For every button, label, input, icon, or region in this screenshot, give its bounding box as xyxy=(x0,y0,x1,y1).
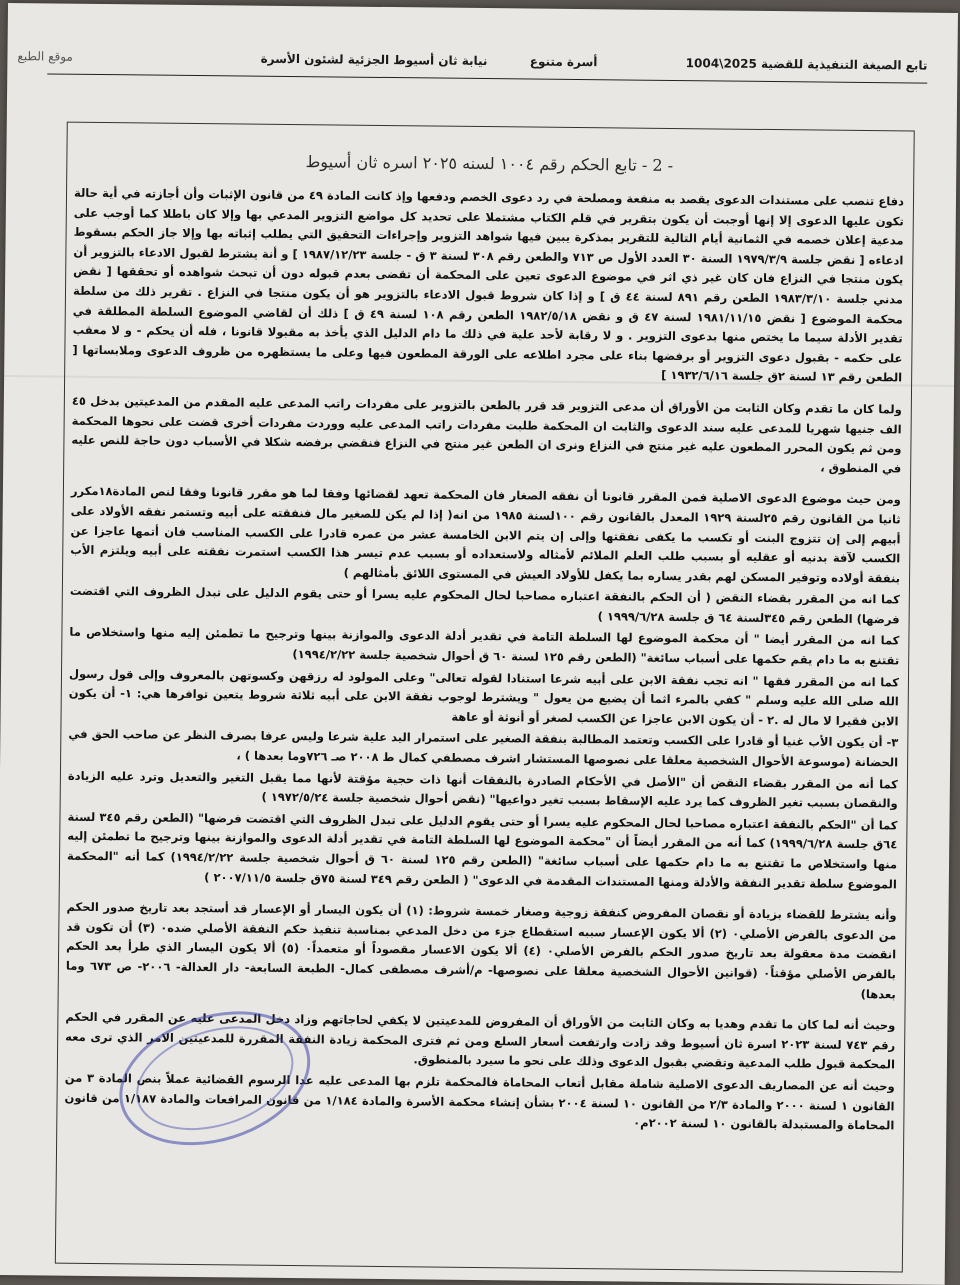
court-name: نيابة ثان أسيوط الجزئية لشئون الأسرة xyxy=(260,51,488,69)
document-page xyxy=(0,3,958,1285)
paragraph-ruling: وحيث أنه لما كان ما تقدم وهديا به وكان الثابت من الأوراق أن المفروض للمدعيتين لا يكفي لحاجاتهم وزاد دخل المدعى عليه عن المقرر في الحكم رقم ٧٤٣ لسنة ٢٠٢٣ اسرة ثان أسيوط وقد زادت وارتفعت أسعار السلع ومن ثم فترى المحكمة زيادة النفقة المقررة للمدعيتين الامر الذي ترى معه المحكمة قبول طلب المدعية وتقضي بقبول الدعوى وذلك على نحو ما سيرد بالمنطوق. xyxy=(65,1009,896,1072)
paragraph-cassation-2: كما أن "الحكم بالنفقة اعتباره مصاحبا لحال المحكوم عليه يسرا أو حتى يقوم الدليل على تبدل الظروف التي اقتضت فرضها" (الطعن رقم ٣٤٥ لسنة ٦٤ق جلسة ١٩٩٩/٦/٢٨) كما أنه من المقرر أيضاً أن "محكمة الموضوع لها السلطة التامة في تقدير أدلة الدعوى والموازنة بينها وترجيح ما تطمئن إليه منها واستخلاص ما تقتنع به ما دام حكمها على أسباب سائغة" (الطعن رقم ١٢٥ لسنة ٦٠ ق أحوال شخصية جلسة ١٩٩٤/٢/٢٢) كما أنه "المحكمة الموضوع سلطة تقدير النفقة والأدلة ومنها المستندات المقدمة في الدعوى" ( الطعن رقم ٣٤٩ لسنة ٧٥ق جلسة ٢٠٠٧/١١/٥ ) xyxy=(67,809,898,891)
paragraph-forgery-finding: ولما كان ما تقدم وكان الثابت من الأوراق أن مدعى التزوير قد قرر بالطعن بالتزوير على مفردات راتب المدعى عليه المقدم من المدعيتين بدخل ٤٥ الف جنيها شهريا للمدعى عليه سند الدعوى والثابت ان المحكمة طلبت مفردات راتب المدعى عليه ووردت مفردات أخرى قضت على نحوها المحكمة ومن ثم يكون المحرر المطعون عليه غير منتج في النزاع ونرى ان الطعن غير منتج في النزاع فنقضي برفضه شكلا في الأسباب دون حاجة للنص عليه في المنطوق ، xyxy=(71,393,902,476)
page-title: - 2 - تابع الحكم رقم ١٠٠٤ لسنه ٢٠٢٥ اسره ثان أسيوط xyxy=(305,152,674,175)
document-header xyxy=(17,45,928,94)
paragraph-cassation-1: كما انه من المقرر بقضاء النقض ( أن الحكم بالنفقة اعتباره مصاحبا لحال المحكوم عليه يسرا أو حتى يقوم الدليل على تبدل الظروف التي اقتضت فرضها) الطعن رقم ٣٤٥لسنة ٦٤ ق جلسة ١٩٩٩/٦/٢٨ ) xyxy=(69,583,900,627)
paragraph-condition-3: ٣- أن يكون الأب غنيا أو قادرا على الكسب وتعتمد المطالبة بنفقة الصغير على استمرار اليد علية شرعا وليس عرفا بصرف النظر عن صاحب الحق في الحضانة (موسوعة الأحوال الشخصية معلقا على نصوصها المستشار اشرف مصطفي كمال ط ٢٠٠٨ صـ ٧٢٦وما بعدها ) ، xyxy=(68,727,899,770)
side-note: موقع الطبع xyxy=(17,49,73,64)
header-rule xyxy=(47,73,927,83)
paragraph-five-conditions: وأنه يشترط للقضاء بزيادة أو نقصان المفروض كنفقة زوجية وصغار خمسة شروط: (١) أن يكون اليسار أو الإعسار قد أستجد بعد تاريخ صدور الحكم من الدعوى بالفرض الأصلي٠ (٢) ألا يكون الإعسار سببه استقطاع جزء من دخل المدعي بمناسبة تنفيذ حكم النفقة الأصلي ضده٠ (٣) أن تكون قد انقضت مدة معقولة بعد تاريخ صدور الحكم بالفرض الأصلي٠ (٤) ألا يكون الاعسار مقصوداً أو متعمداً٠ (٥) ألا يكون اليسار الذي طرأ بعد الحكم بالفرض الأصلي مؤقتاً٠ (قوانين الأحوال الشخصية معلقا على نصوصها- م/أشرف مصطفى كمال- الطبعة السابعة- دار العدالة- ٢٠٠٦- ص ٦٧٣ وما بعدها) xyxy=(65,899,897,1001)
paragraph-temporary-authority: كما أنه من المقرر بقضاء النقض أن "الأصل في الأحكام الصادرة بالنفقات أنها ذات حجية مؤقتة لأنها مما يقبل التغير والتعديل وترد عليه الزيادة والنقصان بسبب تغير الظروف كما يرد عليه الإسقاط بسبب تغير دواعيها" (نقض أحوال شخصية جلسة ١٩٧٢/٥/٢٤ ) xyxy=(67,768,898,811)
paragraph-costs: وحيث أنه عن المصاريف الدعوى الاصلية شاملة مقابل أتعاب المحاماة فالمحكمة تلزم بها المدعى عليه عدا الرسوم القضائية عملاً بنص المادة ٣ من القانون ١ لسنة ٢٠٠٠ والمادة ٢/٣ من القانون ١٠ لسنة ٢٠٠٤ بشأن إنشاء محكمة الأسرة والمادة ١/١٨٤ من قانون المرافعات والمادة ١/١٨٧ من قانون المحاماة والمستبدلة بالقانون ١٠ لسنة ٢٠٠٢م٠ xyxy=(64,1070,895,1133)
paragraph-jurisprudence: كما انه من المقرر فقها " انه تجب نفقة الابن على أبيه شرعا استنادا لقوله تعالى" وعلى المولود له رزقهن وكسوتهن بالمعروف وإلى قول رسول الله صلى الله عليه وسلم " كفي بالمرء اثما أن يضيع من يعول " ويشترط لوجوب نفقة الابن على أبيه ثلاثة شروط يتعين توافرها هي: ١- أن يكون الابن فقيرا لا مال له .٢ - أن يكون الابن عاجزا عن الكسب لصغر أو أنوثة أو عاهة xyxy=(68,666,900,729)
judgment-body xyxy=(64,184,904,1138)
paragraph-forgery-law: دفاع تنصب على مستندات الدعوى يقصد به منفعة ومصلحة في رد دعوى الخصم ودفعها وإذ كانت المادة ٤٩ من قانون الإثبات وأن أجازته في أية حالة تكون عليها الدعوى إلا إنها أوجبت أن يكون بتقرير في قلم الكتاب مشتملا على تحديد كل مواضع التزوير المدعي بها وإلا كان باطلا كما أوجب على مدعية إعلان خصمه في الثمانية أيام التالية للتقرير بمذكرة يبين فيها شواهد التزوير وإجراءات التحقيق التي يطلب إثباته بها وإلا جاز الحكم بسقوط ادعاءه [ نقض جلسة ١٩٧٩/٣/٩ السنة ٣٠ العدد الأول ص ٧١٣ والطعن رقم ٣٠٨ لسنة ٣ ق - جلسة ١٩٨٧/١٢/٢٣ ] و أنة يشترط لقبول الادعاء بالتزوير أن يكون منتجا في النزاع فان كان غير ذي اثر في موضوع الدعوى تعين على المحكمة أن تقضى بعدم قبوله دون أن تبحث شواهده أو تحققها [ نقض مدني جلسة ١٩٨٣/٣/١٠ الطعن رقم ٨٩١ لسنة ٤٤ ق ] و إذا كان شروط قبول الادعاء بالتزوير هو أن يكون منتجا في النزاع . تقرير ذلك من سلطة محكمة الموضوع [ نقض ١٩٨١/١١/١٥ لسنة ٤٧ ق و نقض ١٩٨٢/٥/١٨ الطعن رقم ١٠٨ لسنة ٤٩ ق ] ذلك أن لقاضي الموضوع السلطة المطلقة في تقدير الأدلة سيما ما يختص منها بدعوى التزوير . و لا رقابة لأحد علية في ذلك ما دام الدليل الذي يأخذ به مقبولا قانونا ، فله أن يحكم - و لا معقب على حكمه - بقبول دعوى التزوير أو برفضها بناء على مجرد اطلاعه على الورقة المطعون فيها وعلى ما يستظهره من ظروف الدعوى وملابساتها [ الطعن رقم ١٣ لسنة ٢ق جلسة ١٩٣٢/٦/١٦ ] xyxy=(72,185,905,385)
paragraph-child-support-law: ومن حيث موضوع الدعوى الاصلية فمن المقرر قانونا أن نفقه الصغار فان المحكمة تعهد لقضائها وفقا لما هو مقرر قانونا وفقا لنص المادة١٨مكرر ثانيا من القانون رقم ٢٥لسنة ١٩٢٩ المعدل بالقانون رقم ١٠٠لسنة ١٩٨٥ من انه( إذا لم يكن للصغير مال فنفقته على أبيه وتستمر نفقه الأولاد على أبيهم إلى إن تتزوج البنت أو تكسب ما يكفى نفقتها وإلى إن يتم الابن الخامسة عشر من عمره قادرا على الكسب المناسب فان أتمها عاجزا عن الكسب لآفة بدنيه أو عقليه أو بسبب طلب العلم الملائم لأمثاله ولاستعداده أو بسبب عدم تيسر هذا الكسب استمرت نفقته على أبيه ويلتزم الأب بنفقة أولاده وتوفير المسكن لهم بقدر يساره بما يكفل للأولاد العيش في المستوى اللائق بأمثالهم ) xyxy=(70,484,901,586)
case-type: أسرة متنوع xyxy=(529,54,598,70)
case-reference: تابع الصيغة التنفيذية للقضية 2025\1004 xyxy=(685,56,928,73)
paragraph-court-authority: كما انه من المقرر أيضا " أن محكمة الموضوع لها السلطة التامة في تقدير أدلة الدعوى والموازنة بينها وترجيح ما تطمئن إليه منها واستخلاص ما تقتنع به ما دام يقم حكمها على أسباب سائغة" (الطعن رقم ١٢٥ لسنة ٦٠ ق أحوال شخصية جلسة ١٩٩٤/٢/٢٢) xyxy=(69,625,900,668)
